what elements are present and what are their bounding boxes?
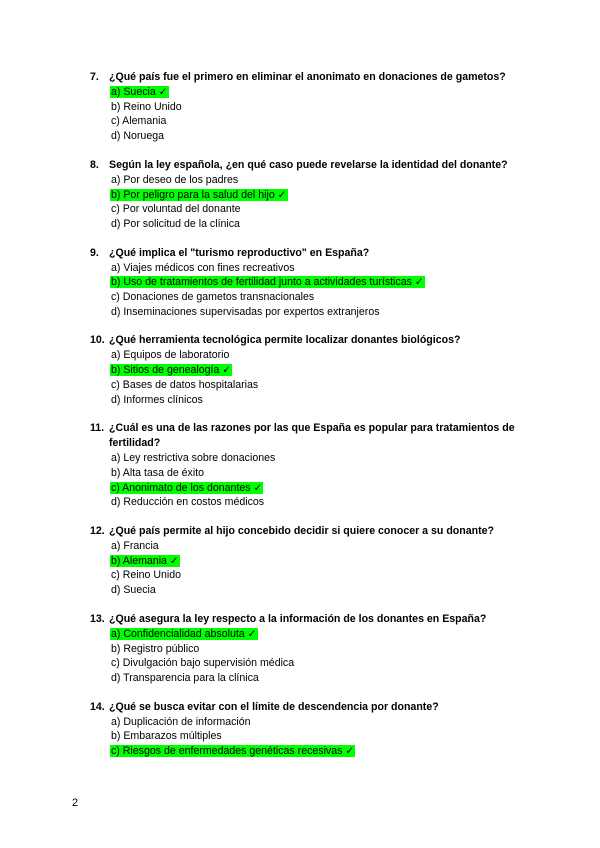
answer-option-label: c) Anonimato de los donantes ✓ (111, 481, 263, 494)
question-header (90, 700, 530, 715)
correct-answer-option (110, 554, 530, 569)
answer-option-label: a) Ley restrictiva sobre donaciones (111, 452, 276, 465)
correct-answer-option (110, 275, 530, 290)
answer-option (110, 305, 530, 320)
question-header (90, 158, 530, 173)
question-text: ¿Qué país fue el primero en eliminar el anonimato en donaciones de gametos? (109, 71, 506, 83)
question-block (90, 700, 530, 759)
question-text: ¿Qué país permite al hijo concebido decidir si quiere conocer a su donante? (109, 525, 494, 538)
answer-option-label: b) Reino Unido (111, 100, 182, 113)
question-header (90, 612, 530, 627)
answer-options (110, 261, 530, 320)
question-number: 13. (90, 612, 105, 625)
answer-option (110, 378, 530, 393)
question-block (90, 246, 530, 320)
answer-option-label: d) Noruega (111, 130, 164, 143)
question-block (90, 158, 530, 232)
question-number: 10. (90, 334, 105, 347)
answer-option (110, 173, 530, 188)
correct-answer-option (110, 481, 530, 496)
answer-option (110, 642, 530, 657)
answer-option-label: a) Viajes médicos con fines recreativos (111, 261, 295, 274)
question-text: ¿Qué se busca evitar con el límite de descendencia por donante? (109, 700, 439, 713)
answer-option-label: a) Equipos de laboratorio (111, 349, 230, 362)
question-number: 8. (90, 158, 99, 171)
page-number: 2 (72, 797, 79, 809)
question-number: 7. (90, 71, 99, 83)
answer-option (110, 129, 530, 144)
answer-option (110, 451, 530, 466)
question-text: ¿Qué herramienta tecnológica permite localizar donantes biológicos? (109, 334, 461, 347)
answer-option-label: d) Inseminaciones supervisadas por expertos extranjeros (111, 305, 380, 318)
answer-option (110, 393, 530, 408)
correct-answer-option (110, 744, 530, 759)
answer-option-label: c) Alemania (111, 115, 167, 128)
answer-option-label: a) Por deseo de los padres (111, 173, 239, 186)
question-number: 11. (90, 422, 105, 435)
answer-options (110, 627, 530, 686)
answer-options (110, 539, 530, 598)
answer-option (110, 671, 530, 686)
answer-option-label: b) Registro público (111, 642, 200, 655)
correct-answer-option (110, 85, 530, 100)
answer-options (110, 173, 530, 232)
answer-option-label: a) Francia (111, 540, 159, 553)
answer-option (110, 495, 530, 510)
question-block (90, 70, 530, 144)
answer-option-label: a) Duplicación de información (111, 715, 251, 728)
answer-option (110, 583, 530, 598)
question-number: 12. (90, 525, 105, 538)
answer-option-label: d) Por solicitud de la clínica (111, 217, 240, 230)
answer-option (110, 100, 530, 115)
answer-option-label: d) Reducción en costos médicos (111, 496, 265, 509)
answer-option-label: d) Suecia (111, 584, 156, 597)
answer-option-label: c) Riesgos de enfermedades genéticas recesivas ✓ (111, 745, 355, 758)
answer-option (110, 568, 530, 583)
answer-option (110, 348, 530, 363)
question-block (90, 612, 530, 686)
answer-option (110, 715, 530, 730)
answer-options (110, 451, 530, 510)
answer-options (110, 348, 530, 407)
question-number: 9. (90, 246, 99, 259)
quiz-list (90, 70, 530, 773)
correct-answer-option (110, 627, 530, 642)
answer-option-label: c) Por voluntad del donante (111, 203, 241, 216)
answer-option (110, 217, 530, 232)
question-text: ¿Cuál es una de las razones por las que España es popular para tratamientos de fertilidad? (109, 422, 515, 450)
answer-options (110, 715, 530, 759)
question-header (90, 333, 530, 348)
question-block (90, 421, 530, 510)
answer-option-label: a) Suecia ✓ (111, 86, 168, 98)
question-header (90, 70, 530, 85)
answer-option-label: c) Divulgación bajo supervisión médica (111, 657, 295, 670)
answer-option-label: b) Sitios de genealogía ✓ (111, 364, 232, 377)
question-block (90, 333, 530, 407)
correct-answer-option (110, 363, 530, 378)
answer-option-label: b) Por peligro para la salud del hijo ✓ (111, 188, 287, 201)
answer-option (110, 729, 530, 744)
question-text: ¿Qué implica el "turismo reproductivo" en España? (109, 246, 370, 259)
answer-option (110, 261, 530, 276)
answer-option-label: c) Reino Unido (111, 569, 182, 582)
question-number: 14. (90, 700, 105, 713)
question-header (90, 246, 530, 261)
question-text: Según la ley española, ¿en qué caso puede revelarse la identidad del donante? (109, 158, 508, 171)
answer-option (110, 114, 530, 129)
answer-option-label: b) Alemania ✓ (111, 554, 179, 567)
answer-option (110, 290, 530, 305)
question-header (90, 524, 530, 539)
question-block (90, 524, 530, 598)
answer-option (110, 539, 530, 554)
question-text: ¿Qué asegura la ley respecto a la información de los donantes en España? (109, 612, 487, 625)
answer-option-label: a) Confidencialidad absoluta ✓ (111, 627, 257, 640)
correct-answer-option (110, 188, 530, 203)
answer-option (110, 656, 530, 671)
answer-option-label: b) Uso de tratamientos de fertilidad junto a actividades turísticas ✓ (111, 276, 424, 289)
answer-options (110, 85, 530, 144)
answer-option (110, 466, 530, 481)
answer-option-label: b) Alta tasa de éxito (111, 466, 205, 479)
answer-option-label: d) Informes clínicos (111, 393, 203, 406)
answer-option (110, 202, 530, 217)
question-header (90, 421, 530, 451)
answer-option-label: c) Bases de datos hospitalarias (111, 378, 259, 391)
answer-option-label: b) Embarazos múltiples (111, 730, 222, 743)
answer-option-label: d) Transparencia para la clínica (111, 671, 259, 684)
answer-option-label: c) Donaciones de gametos transnacionales (111, 291, 315, 304)
